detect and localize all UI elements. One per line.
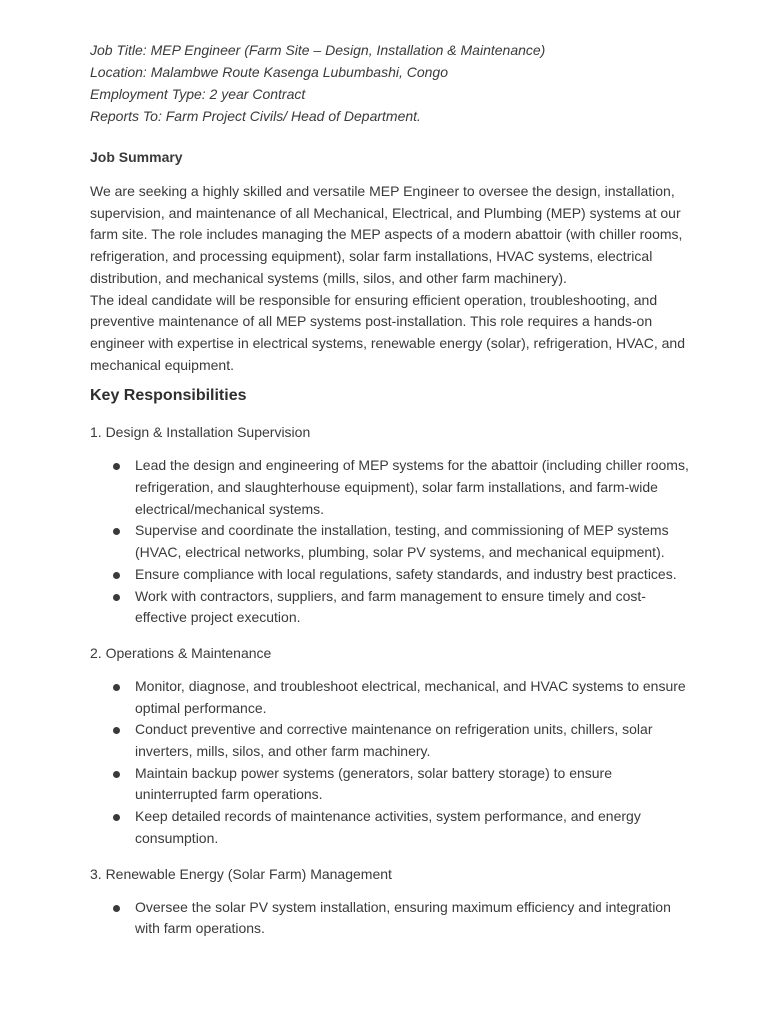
job-summary-heading: Job Summary [90, 149, 183, 165]
list-item-text: Ensure compliance with local regulations, safety standards, and industry best practices. [135, 565, 677, 582]
bullet-icon [113, 771, 120, 778]
list-item-text: Monitor, diagnose, and troubleshoot electrical, mechanical, and HVAC systems to ensure optimal performance. [135, 677, 686, 716]
section-title: 2. Operations & Maintenance [90, 644, 272, 661]
list-item-text: Conduct preventive and corrective maintenance on refrigeration units, chillers, solar inverters, mills, silos, and other farm machinery. [135, 721, 653, 760]
list-item [90, 455, 690, 520]
section-title: 1. Design & Installation Supervision [90, 424, 311, 441]
list-item [90, 897, 690, 940]
list-item [90, 719, 690, 762]
bullet-icon [113, 528, 120, 535]
section-title: 3. Renewable Energy (Solar Farm) Management [90, 865, 392, 882]
responsibility-section [90, 863, 690, 940]
bullet-icon [113, 684, 120, 691]
list-item-text: Supervise and coordinate the installation, testing, and commissioning of MEP systems (HVAC, electrical networks, plumbing, solar PV systems, and mechanical equipment). [135, 522, 669, 561]
responsibility-section [90, 642, 690, 850]
bullet-icon [113, 727, 120, 734]
list-item-text: Keep detailed records of maintenance activities, system performance, and energy consumption. [135, 808, 641, 846]
responsibility-section [90, 421, 690, 629]
bullet-icon [113, 572, 120, 579]
bullet-icon [113, 594, 120, 601]
list-item-text: Lead the design and engineering of MEP systems for the abattoir (including chiller rooms, refrigeration, and slaughterhouse equipment), solar farm installations, and farm-wide electrical/mechanical systems. [135, 457, 689, 517]
job-location: Location: Malambwe Route Kasenga Lubumbashi, Congo [90, 64, 449, 80]
document-page [90, 39, 690, 940]
list-item [90, 676, 690, 719]
list-item-text: Oversee the solar PV system installation, ensuring maximum efficiency and integration with farm operations. [135, 898, 671, 937]
job-summary-body [90, 181, 690, 376]
list-item [90, 806, 690, 849]
bullet-icon [113, 905, 120, 912]
bullet-list [90, 897, 690, 940]
reports-to: Reports To: Farm Project Civils/ Head of Department. [90, 108, 421, 124]
summary-paragraph-1: We are seeking a highly skilled and versatile MEP Engineer to oversee the design, installation, supervision, and maintenance of all Mechanical, Electrical, and Plumbing (MEP) systems at our farm site. The role includes managing the MEP aspects of a modern abattoir (with chiller rooms, refrigeration, and processing equipment), solar farm installations, HVAC systems, electrical distribution, and mechanical systems (mills, silos, and other farm machinery). [90, 183, 683, 286]
list-item [90, 520, 690, 563]
job-header [90, 39, 690, 127]
list-item-text: Work with contractors, suppliers, and farm management to ensure timely and cost-effective project execution. [135, 587, 646, 626]
bullet-icon [113, 463, 120, 470]
bullet-list [90, 455, 690, 629]
bullet-list [90, 676, 690, 850]
bullet-icon [113, 814, 120, 821]
list-item-text: Maintain backup power systems (generators, solar battery storage) to ensure uninterrupted farm operations. [135, 764, 613, 803]
list-item [90, 763, 690, 806]
key-responsibilities-heading: Key Responsibilities [90, 387, 247, 405]
list-item [90, 564, 690, 586]
employment-type: Employment Type: 2 year Contract [90, 86, 306, 102]
summary-paragraph-2: The ideal candidate will be responsible for ensuring efficient operation, troubleshooting, and preventive maintenance of all MEP systems post-installation. This role requires a hands-on engineer with expertise in electrical systems, renewable energy (solar), refrigeration, HVAC, and mechanical equipment. [90, 291, 686, 373]
list-item [90, 586, 690, 629]
job-title: Job Title: MEP Engineer (Farm Site – Design, Installation & Maintenance) [90, 42, 546, 58]
